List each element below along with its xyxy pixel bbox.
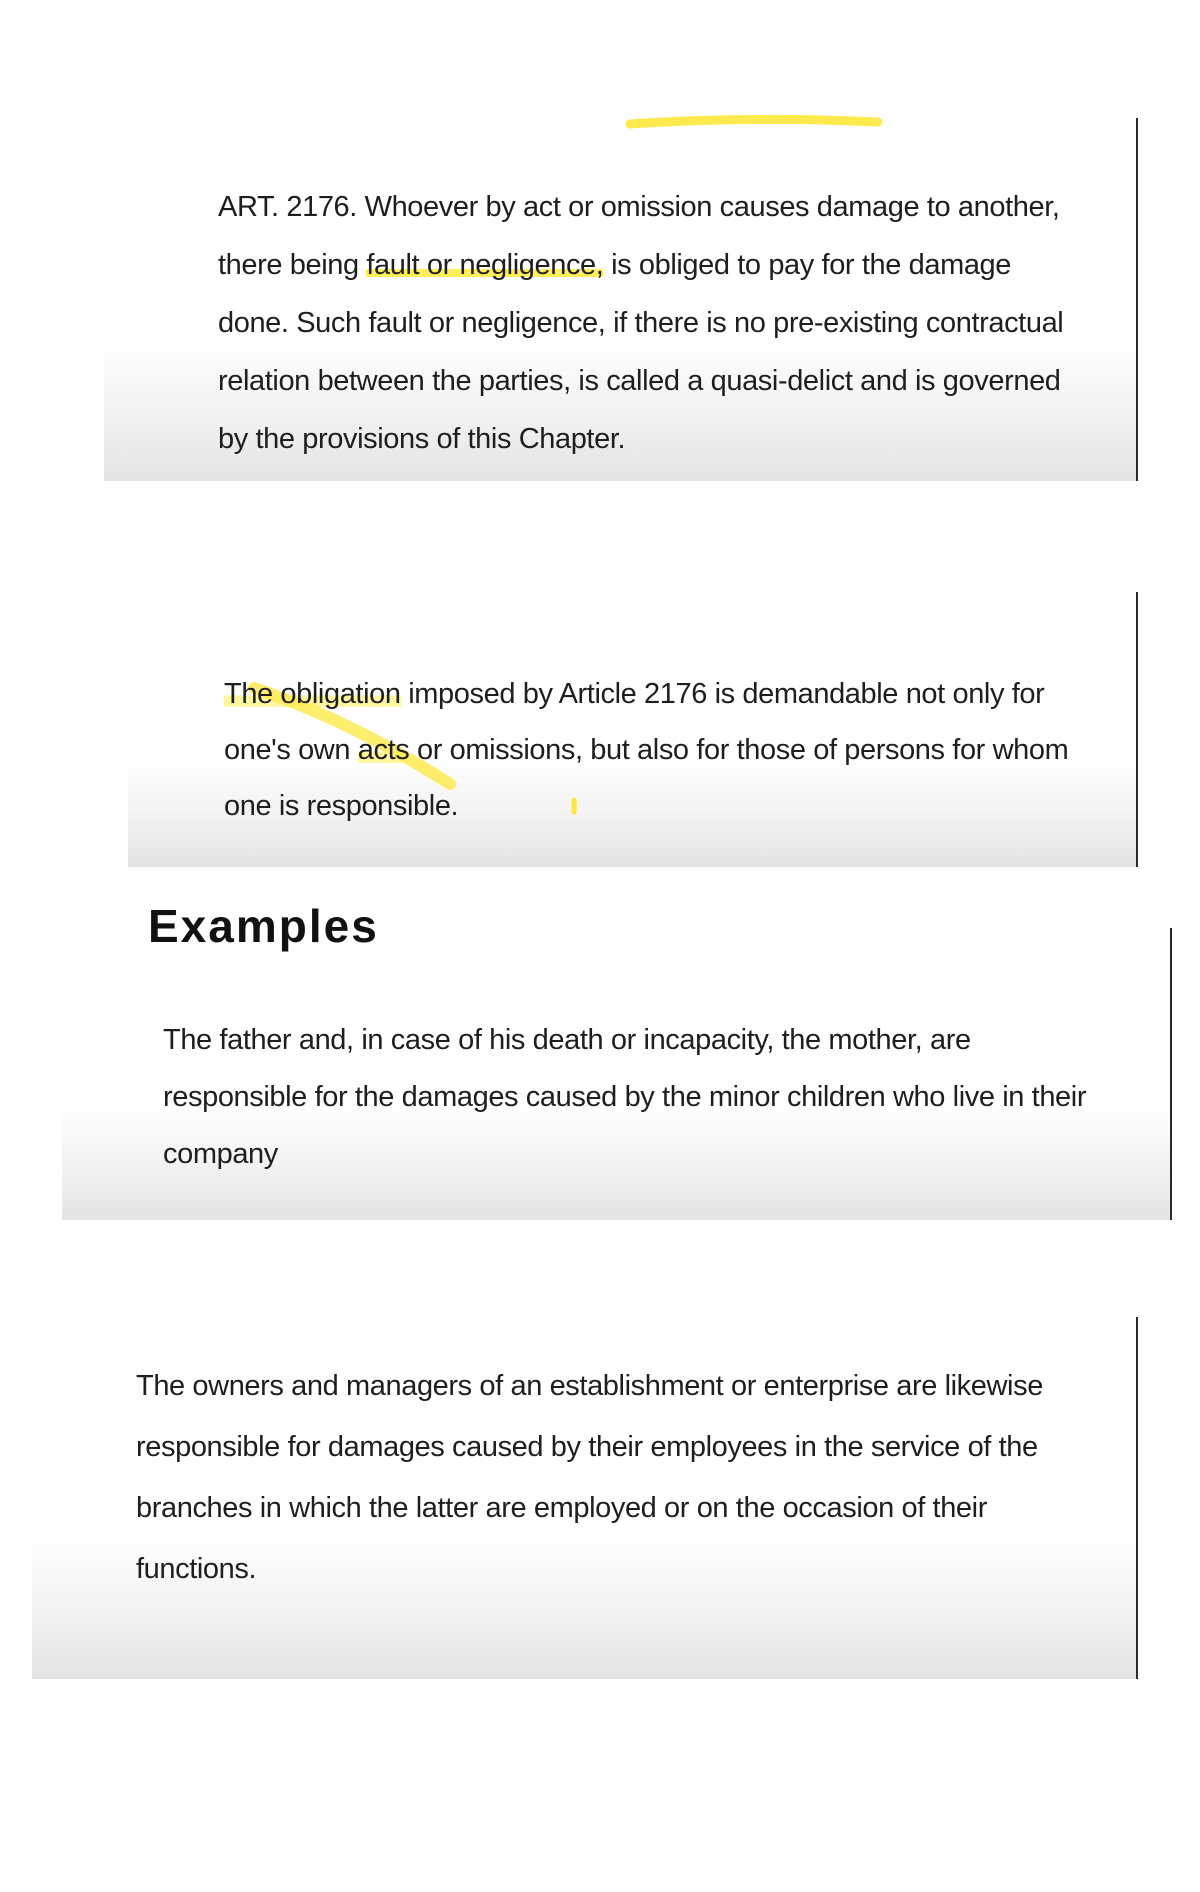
examples-heading <box>148 900 379 952</box>
highlight-acts: acts <box>357 734 410 766</box>
obligation-text-part-4: or omissions, but also for those of persons for whom one is responsible. <box>224 734 1069 822</box>
card-edge <box>1136 118 1138 481</box>
obligation-text <box>224 666 1104 834</box>
article-2176-text <box>218 178 1088 468</box>
article-2176-text-part-3: is obliged to pay for the damage done. Such fault or negligence, if there is no pre-existing contractual relation between the parties, is called a quasi-delict and is governed by the provisions of this Chapter. <box>218 249 1064 455</box>
examples-heading-text: Examples <box>148 900 379 952</box>
highlight-the-obligation: The obligation <box>224 678 401 710</box>
owners-managers-text: The owners and managers of an establishment or enterprise are likewise responsible for damages caused by their employees in the service of the branches in which the latter are employed or on the occasion of their functions. <box>136 1370 1043 1585</box>
highlight-fault-negligence: fault or negligence, <box>366 249 604 281</box>
article-2176-text-part-1: ART. 2176. Whoever by act or omission causes damage to another, there being <box>218 191 1060 281</box>
card-edge <box>1136 592 1138 867</box>
father-mother-text: The father and, in case of his death or incapacity, the mother, are responsible for the damages caused by the minor children who live in their company <box>163 1024 1087 1170</box>
obligation-text-part-2: imposed by Article 2176 is demandable not only for one's own <box>224 678 1045 766</box>
card-edge <box>1136 1317 1138 1679</box>
card-edge <box>1170 928 1172 1220</box>
